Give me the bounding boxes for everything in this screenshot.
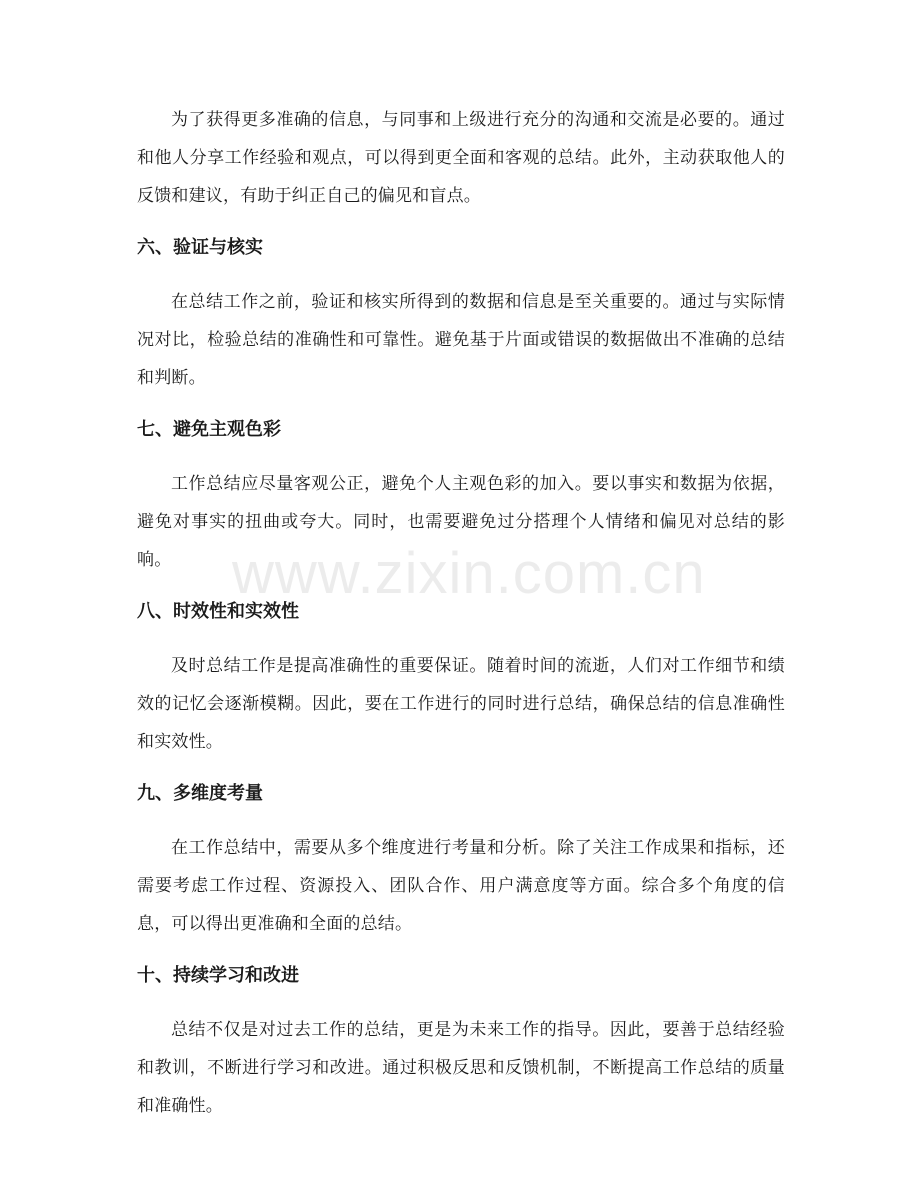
section-heading-6: 六、验证与核实 xyxy=(137,237,263,258)
spacer xyxy=(137,443,785,465)
section-heading-7: 七、避免主观色彩 xyxy=(137,419,281,440)
spacer xyxy=(137,579,785,599)
watermark: www.zixin.com.cn xyxy=(232,541,706,606)
spacer xyxy=(137,215,785,235)
section-paragraph-6: 在总结工作之前，验证和核实所得到的数据和信息是至关重要的。通过与实际情况对比，检验总结的准确性和可靠性。避免基于片面或错误的数据做出不准确的总结和判断。 xyxy=(137,292,785,388)
intro-paragraph: 为了获得更多准确的信息，与同事和上级进行充分的沟通和交流是必要的。通过和他人分享工作经验和观点，可以得到更全面和客观的总结。此外，主动获取他人的反馈和建议，有助于纠正自己的偏见和盲点。 xyxy=(137,110,785,206)
spacer xyxy=(137,807,785,829)
section-heading-9: 九、多维度考量 xyxy=(137,783,263,804)
spacer xyxy=(137,761,785,781)
section-paragraph-10: 总结不仅是对过去工作的总结，更是为未来工作的指导。因此，要善于总结经验和教训，不断进行学习和改进。通过积极反思和反馈机制，不断提高工作总结的质量和准确性。 xyxy=(137,1020,785,1116)
spacer xyxy=(137,261,785,283)
document-body xyxy=(137,101,785,1125)
spacer xyxy=(137,397,785,417)
section-paragraph-8: 及时总结工作是提高准确性的重要保证。随着时间的流逝，人们对工作细节和绩效的记忆会逐渐模糊。因此，要在工作进行的同时进行总结，确保总结的信息准确性和实效性。 xyxy=(137,656,785,752)
spacer xyxy=(137,989,785,1011)
spacer xyxy=(137,943,785,963)
section-paragraph-9: 在工作总结中，需要从多个维度进行考量和分析。除了关注工作成果和指标，还需要考虑工作过程、资源投入、团队合作、用户满意度等方面。综合多个角度的信息，可以得出更准确和全面的总结。 xyxy=(137,838,785,934)
section-heading-8: 八、时效性和实效性 xyxy=(137,601,299,622)
section-paragraph-7: 工作总结应尽量客观公正，避免个人主观色彩的加入。要以事实和数据为依据，避免对事实的扭曲或夸大。同时，也需要避免过分搭理个人情绪和偏见对总结的影响。 xyxy=(137,474,785,570)
spacer xyxy=(137,625,785,647)
section-heading-10: 十、持续学习和改进 xyxy=(137,965,299,986)
